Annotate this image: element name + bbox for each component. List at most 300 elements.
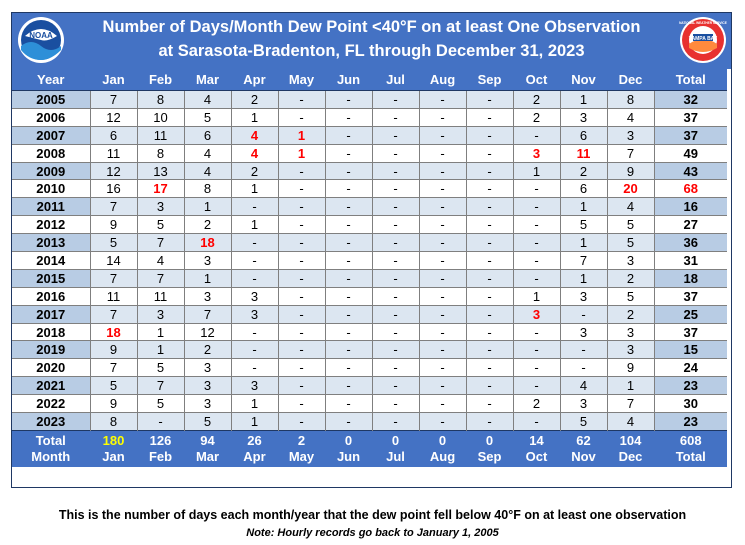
data-table-frame xyxy=(11,12,732,488)
row-total-cell: 30 xyxy=(654,395,727,413)
year-cell: 2009 xyxy=(12,162,90,180)
value-cell-jan: 5 xyxy=(90,234,137,252)
value-cell-may: 1 xyxy=(278,126,325,144)
value-cell-sep: - xyxy=(466,359,513,377)
value-cell-jul: - xyxy=(372,144,419,162)
month-total-cell-oct xyxy=(513,430,560,467)
value-cell-aug: - xyxy=(419,91,466,109)
value-cell-aug: - xyxy=(419,377,466,395)
value-cell-jul: - xyxy=(372,180,419,198)
footer-label: Month xyxy=(31,448,71,464)
value-cell-jul: - xyxy=(372,413,419,431)
value-cell-feb: 11 xyxy=(137,287,184,305)
value-cell-dec: 4 xyxy=(607,413,654,431)
svg-text:TAMPA BAY: TAMPA BAY xyxy=(688,36,718,42)
value-cell-apr: 1 xyxy=(231,395,278,413)
month-total-cell-aug xyxy=(419,430,466,467)
value-cell-apr: - xyxy=(231,323,278,341)
value-cell-jul: - xyxy=(372,377,419,395)
value-cell-sep: - xyxy=(466,323,513,341)
value-cell-jun: - xyxy=(325,287,372,305)
noaa-logo-icon xyxy=(17,16,65,64)
value-cell-mar: 3 xyxy=(184,287,231,305)
footer-label: Aug xyxy=(429,448,456,464)
value-cell-nov: 3 xyxy=(560,287,607,305)
value-cell-apr: - xyxy=(231,234,278,252)
column-header-jun: Jun xyxy=(325,69,372,91)
table-row-2008 xyxy=(12,144,727,162)
value-cell-dec: 3 xyxy=(607,126,654,144)
value-cell-aug: - xyxy=(419,359,466,377)
value-cell-nov: 1 xyxy=(560,269,607,287)
row-total-cell: 23 xyxy=(654,377,727,395)
value-cell-sep: - xyxy=(466,341,513,359)
footer-label: Jun xyxy=(336,448,361,464)
value-cell-jul: - xyxy=(372,287,419,305)
value-cell-sep: - xyxy=(466,252,513,270)
value-cell-oct: 3 xyxy=(513,144,560,162)
table-row-2007 xyxy=(12,126,727,144)
row-total-cell: 68 xyxy=(654,180,727,198)
value-cell-apr: 1 xyxy=(231,180,278,198)
value-cell-dec: 9 xyxy=(607,359,654,377)
value-cell-may: - xyxy=(278,198,325,216)
value-cell-jan: 8 xyxy=(90,413,137,431)
value-cell-jul: - xyxy=(372,323,419,341)
value-cell-may: - xyxy=(278,377,325,395)
value-cell-jul: - xyxy=(372,234,419,252)
value-cell-jan: 6 xyxy=(90,126,137,144)
value-cell-dec: 3 xyxy=(607,252,654,270)
value-cell-jun: - xyxy=(325,377,372,395)
value-cell-oct: - xyxy=(513,413,560,431)
value-cell-feb: 17 xyxy=(137,180,184,198)
value-cell-jan: 11 xyxy=(90,287,137,305)
column-header-may: May xyxy=(278,69,325,91)
value-cell-nov: 7 xyxy=(560,252,607,270)
month-total-cell-feb xyxy=(137,430,184,467)
value-cell-jul: - xyxy=(372,162,419,180)
svg-text:NATIONAL WEATHER SERVICE: NATIONAL WEATHER SERVICE xyxy=(679,21,727,25)
value-cell-feb: 5 xyxy=(137,395,184,413)
value-cell-oct: - xyxy=(513,269,560,287)
table-row-2023 xyxy=(12,413,727,431)
value-cell-sep: - xyxy=(466,198,513,216)
value-cell-sep: - xyxy=(466,395,513,413)
value-cell-jul: - xyxy=(372,269,419,287)
value-cell-nov: - xyxy=(560,341,607,359)
column-header-total: Total xyxy=(654,69,727,91)
value-cell-aug: - xyxy=(419,234,466,252)
footer-value: 2 xyxy=(297,432,306,448)
value-cell-oct: - xyxy=(513,180,560,198)
value-cell-dec: 5 xyxy=(607,234,654,252)
value-cell-feb: 8 xyxy=(137,144,184,162)
value-cell-oct: - xyxy=(513,377,560,395)
value-cell-oct: 1 xyxy=(513,287,560,305)
value-cell-jun: - xyxy=(325,144,372,162)
value-cell-dec: 7 xyxy=(607,144,654,162)
value-cell-nov: 3 xyxy=(560,323,607,341)
value-cell-nov: 5 xyxy=(560,413,607,431)
value-cell-jul: - xyxy=(372,359,419,377)
value-cell-sep: - xyxy=(466,162,513,180)
row-total-cell: 37 xyxy=(654,126,727,144)
value-cell-jun: - xyxy=(325,395,372,413)
footer-value: Total xyxy=(35,432,66,448)
row-total-cell: 37 xyxy=(654,323,727,341)
value-cell-dec: 5 xyxy=(607,287,654,305)
value-cell-oct: 2 xyxy=(513,395,560,413)
value-cell-sep: - xyxy=(466,234,513,252)
column-header-jul: Jul xyxy=(372,69,419,91)
footer-label: Dec xyxy=(618,448,643,464)
table-row-2017 xyxy=(12,305,727,323)
year-cell: 2015 xyxy=(12,269,90,287)
value-cell-dec: 9 xyxy=(607,162,654,180)
value-cell-oct: - xyxy=(513,323,560,341)
value-cell-aug: - xyxy=(419,144,466,162)
footer-value: 94 xyxy=(200,432,215,448)
table-row-2014 xyxy=(12,252,727,270)
value-cell-may: - xyxy=(278,162,325,180)
month-total-cell-jun xyxy=(325,430,372,467)
table-row-2019 xyxy=(12,341,727,359)
value-cell-sep: - xyxy=(466,413,513,431)
year-cell: 2007 xyxy=(12,126,90,144)
value-cell-jun: - xyxy=(325,180,372,198)
title-line-2: at Sarasota-Bradenton, FL through December 31, 2023 xyxy=(158,42,585,60)
value-cell-may: - xyxy=(278,108,325,126)
value-cell-may: - xyxy=(278,305,325,323)
table-row-2015 xyxy=(12,269,727,287)
value-cell-aug: - xyxy=(419,323,466,341)
value-cell-nov: 1 xyxy=(560,234,607,252)
year-cell: 2021 xyxy=(12,377,90,395)
value-cell-feb: 4 xyxy=(137,252,184,270)
month-total-cell-dec xyxy=(607,430,654,467)
table-row-2022 xyxy=(12,395,727,413)
footer-value: 180 xyxy=(102,432,125,448)
row-total-cell: 31 xyxy=(654,252,727,270)
value-cell-mar: 3 xyxy=(184,395,231,413)
value-cell-may: - xyxy=(278,216,325,234)
value-cell-jun: - xyxy=(325,216,372,234)
value-cell-feb: 7 xyxy=(137,234,184,252)
table-row-2012 xyxy=(12,216,727,234)
value-cell-sep: - xyxy=(466,91,513,109)
footer-value: 14 xyxy=(529,432,544,448)
nws-tampa-bay-logo-icon xyxy=(679,16,727,64)
column-header-dec: Dec xyxy=(607,69,654,91)
row-total-cell: 23 xyxy=(654,413,727,431)
value-cell-apr: - xyxy=(231,341,278,359)
value-cell-dec: 7 xyxy=(607,395,654,413)
year-cell: 2023 xyxy=(12,413,90,431)
value-cell-may: - xyxy=(278,180,325,198)
value-cell-mar: 4 xyxy=(184,162,231,180)
year-cell: 2011 xyxy=(12,198,90,216)
value-cell-feb: 1 xyxy=(137,323,184,341)
row-total-cell: 24 xyxy=(654,359,727,377)
value-cell-jan: 7 xyxy=(90,305,137,323)
month-total-cell-nov xyxy=(560,430,607,467)
row-total-cell: 25 xyxy=(654,305,727,323)
value-cell-feb: 11 xyxy=(137,126,184,144)
value-cell-jan: 9 xyxy=(90,395,137,413)
year-cell: 2008 xyxy=(12,144,90,162)
value-cell-mar: 1 xyxy=(184,198,231,216)
column-header-year: Year xyxy=(12,69,90,91)
value-cell-aug: - xyxy=(419,395,466,413)
value-cell-apr: 3 xyxy=(231,377,278,395)
total-month-label-cell xyxy=(12,430,90,467)
value-cell-apr: 1 xyxy=(231,216,278,234)
footer-label: Apr xyxy=(243,448,266,464)
value-cell-oct: - xyxy=(513,198,560,216)
footer-value: 126 xyxy=(149,432,172,448)
row-total-cell: 32 xyxy=(654,91,727,109)
value-cell-mar: 3 xyxy=(184,377,231,395)
value-cell-apr: 4 xyxy=(231,126,278,144)
value-cell-jul: - xyxy=(372,126,419,144)
column-header-oct: Oct xyxy=(513,69,560,91)
value-cell-apr: 1 xyxy=(231,413,278,431)
value-cell-mar: 3 xyxy=(184,359,231,377)
value-cell-oct: 3 xyxy=(513,305,560,323)
value-cell-jan: 5 xyxy=(90,377,137,395)
footer-label: Mar xyxy=(195,448,220,464)
value-cell-jul: - xyxy=(372,341,419,359)
row-total-cell: 27 xyxy=(654,216,727,234)
value-cell-mar: 1 xyxy=(184,269,231,287)
value-cell-sep: - xyxy=(466,126,513,144)
value-cell-feb: - xyxy=(137,413,184,431)
month-total-cell-jul xyxy=(372,430,419,467)
value-cell-feb: 7 xyxy=(137,377,184,395)
year-cell: 2022 xyxy=(12,395,90,413)
value-cell-may: - xyxy=(278,413,325,431)
value-cell-nov: 6 xyxy=(560,126,607,144)
value-cell-mar: 4 xyxy=(184,91,231,109)
value-cell-dec: 4 xyxy=(607,198,654,216)
value-cell-dec: 8 xyxy=(607,91,654,109)
row-total-cell: 37 xyxy=(654,287,727,305)
value-cell-aug: - xyxy=(419,126,466,144)
value-cell-may: - xyxy=(278,234,325,252)
footer-label: Oct xyxy=(525,448,548,464)
footer-value: 608 xyxy=(679,432,702,448)
table-row-2005 xyxy=(12,91,727,109)
table-row-2020 xyxy=(12,359,727,377)
value-cell-dec: 2 xyxy=(607,269,654,287)
value-cell-nov: 6 xyxy=(560,180,607,198)
value-cell-nov: - xyxy=(560,305,607,323)
column-header-sep: Sep xyxy=(466,69,513,91)
footer-value: 0 xyxy=(485,432,494,448)
year-cell: 2017 xyxy=(12,305,90,323)
value-cell-jul: - xyxy=(372,305,419,323)
value-cell-jan: 14 xyxy=(90,252,137,270)
footer-label: Sep xyxy=(477,448,502,464)
value-cell-jun: - xyxy=(325,234,372,252)
value-cell-apr: 1 xyxy=(231,108,278,126)
value-cell-feb: 5 xyxy=(137,359,184,377)
footer-value: 0 xyxy=(438,432,447,448)
value-cell-mar: 5 xyxy=(184,413,231,431)
value-cell-feb: 8 xyxy=(137,91,184,109)
value-cell-may: - xyxy=(278,252,325,270)
value-cell-mar: 5 xyxy=(184,108,231,126)
value-cell-dec: 3 xyxy=(607,323,654,341)
value-cell-jun: - xyxy=(325,108,372,126)
value-cell-feb: 3 xyxy=(137,198,184,216)
column-header-feb: Feb xyxy=(137,69,184,91)
year-cell: 2020 xyxy=(12,359,90,377)
year-cell: 2013 xyxy=(12,234,90,252)
value-cell-sep: - xyxy=(466,180,513,198)
footer-label: Total xyxy=(675,448,706,464)
year-cell: 2018 xyxy=(12,323,90,341)
year-cell: 2014 xyxy=(12,252,90,270)
row-total-cell: 43 xyxy=(654,162,727,180)
table-row-2010 xyxy=(12,180,727,198)
value-cell-jun: - xyxy=(325,126,372,144)
grand-total-cell xyxy=(654,430,727,467)
value-cell-sep: - xyxy=(466,287,513,305)
column-header-row xyxy=(12,69,727,91)
value-cell-jan: 7 xyxy=(90,198,137,216)
footer-label: Jul xyxy=(386,448,405,464)
month-total-cell-mar xyxy=(184,430,231,467)
value-cell-jan: 7 xyxy=(90,91,137,109)
value-cell-feb: 13 xyxy=(137,162,184,180)
footer-label: Feb xyxy=(148,448,173,464)
value-cell-apr: - xyxy=(231,269,278,287)
value-cell-jul: - xyxy=(372,91,419,109)
table-row-2011 xyxy=(12,198,727,216)
value-cell-may: - xyxy=(278,359,325,377)
value-cell-jan: 7 xyxy=(90,359,137,377)
value-cell-mar: 2 xyxy=(184,216,231,234)
value-cell-oct: - xyxy=(513,126,560,144)
value-cell-may: - xyxy=(278,287,325,305)
value-cell-mar: 2 xyxy=(184,341,231,359)
value-cell-aug: - xyxy=(419,341,466,359)
value-cell-dec: 20 xyxy=(607,180,654,198)
dew-point-days-table xyxy=(12,69,727,467)
total-month-row xyxy=(12,430,727,467)
year-cell: 2006 xyxy=(12,108,90,126)
value-cell-jul: - xyxy=(372,108,419,126)
row-total-cell: 49 xyxy=(654,144,727,162)
value-cell-mar: 6 xyxy=(184,126,231,144)
year-cell: 2016 xyxy=(12,287,90,305)
value-cell-jan: 9 xyxy=(90,341,137,359)
value-cell-aug: - xyxy=(419,413,466,431)
value-cell-may: 1 xyxy=(278,144,325,162)
value-cell-feb: 7 xyxy=(137,269,184,287)
value-cell-nov: 3 xyxy=(560,395,607,413)
value-cell-jun: - xyxy=(325,252,372,270)
value-cell-apr: 4 xyxy=(231,144,278,162)
value-cell-apr: - xyxy=(231,198,278,216)
value-cell-aug: - xyxy=(419,162,466,180)
footer-value: 26 xyxy=(247,432,262,448)
caption-description: This is the number of days each month/year that the dew point fell below 40°F on at least one observation xyxy=(58,508,687,522)
month-total-cell-jan xyxy=(90,430,137,467)
value-cell-aug: - xyxy=(419,287,466,305)
row-total-cell: 37 xyxy=(654,108,727,126)
value-cell-apr: - xyxy=(231,252,278,270)
value-cell-jun: - xyxy=(325,359,372,377)
value-cell-oct: 2 xyxy=(513,91,560,109)
value-cell-jul: - xyxy=(372,216,419,234)
footer-value: 62 xyxy=(576,432,591,448)
value-cell-mar: 8 xyxy=(184,180,231,198)
value-cell-aug: - xyxy=(419,108,466,126)
title-line-1: Number of Days/Month Dew Point <40°F on at least One Observation xyxy=(102,18,641,36)
value-cell-dec: 5 xyxy=(607,216,654,234)
value-cell-sep: - xyxy=(466,216,513,234)
row-total-cell: 18 xyxy=(654,269,727,287)
value-cell-aug: - xyxy=(419,269,466,287)
value-cell-dec: 1 xyxy=(607,377,654,395)
svg-text:NOAA: NOAA xyxy=(29,31,53,40)
value-cell-mar: 3 xyxy=(184,252,231,270)
value-cell-aug: - xyxy=(419,180,466,198)
value-cell-may: - xyxy=(278,323,325,341)
value-cell-nov: 3 xyxy=(560,108,607,126)
value-cell-sep: - xyxy=(466,305,513,323)
value-cell-apr: 2 xyxy=(231,91,278,109)
year-cell: 2019 xyxy=(12,341,90,359)
value-cell-jan: 7 xyxy=(90,269,137,287)
month-total-cell-may xyxy=(278,430,325,467)
value-cell-dec: 3 xyxy=(607,341,654,359)
value-cell-aug: - xyxy=(419,252,466,270)
footer-value: 104 xyxy=(619,432,642,448)
value-cell-oct: 2 xyxy=(513,108,560,126)
year-cell: 2010 xyxy=(12,180,90,198)
value-cell-apr: 3 xyxy=(231,305,278,323)
value-cell-oct: - xyxy=(513,252,560,270)
column-header-jan: Jan xyxy=(90,69,137,91)
value-cell-jun: - xyxy=(325,91,372,109)
value-cell-oct: 1 xyxy=(513,162,560,180)
value-cell-nov: 5 xyxy=(560,216,607,234)
value-cell-jun: - xyxy=(325,323,372,341)
month-total-cell-apr xyxy=(231,430,278,467)
value-cell-mar: 18 xyxy=(184,234,231,252)
table-row-2013 xyxy=(12,234,727,252)
table-row-2009 xyxy=(12,162,727,180)
value-cell-jun: - xyxy=(325,341,372,359)
footer-label: May xyxy=(288,448,315,464)
value-cell-jul: - xyxy=(372,198,419,216)
value-cell-jul: - xyxy=(372,395,419,413)
value-cell-jun: - xyxy=(325,413,372,431)
table-row-2021 xyxy=(12,377,727,395)
table-row-2006 xyxy=(12,108,727,126)
value-cell-sep: - xyxy=(466,144,513,162)
value-cell-aug: - xyxy=(419,198,466,216)
value-cell-oct: - xyxy=(513,341,560,359)
value-cell-feb: 10 xyxy=(137,108,184,126)
value-cell-jan: 16 xyxy=(90,180,137,198)
value-cell-mar: 4 xyxy=(184,144,231,162)
value-cell-nov: 1 xyxy=(560,91,607,109)
